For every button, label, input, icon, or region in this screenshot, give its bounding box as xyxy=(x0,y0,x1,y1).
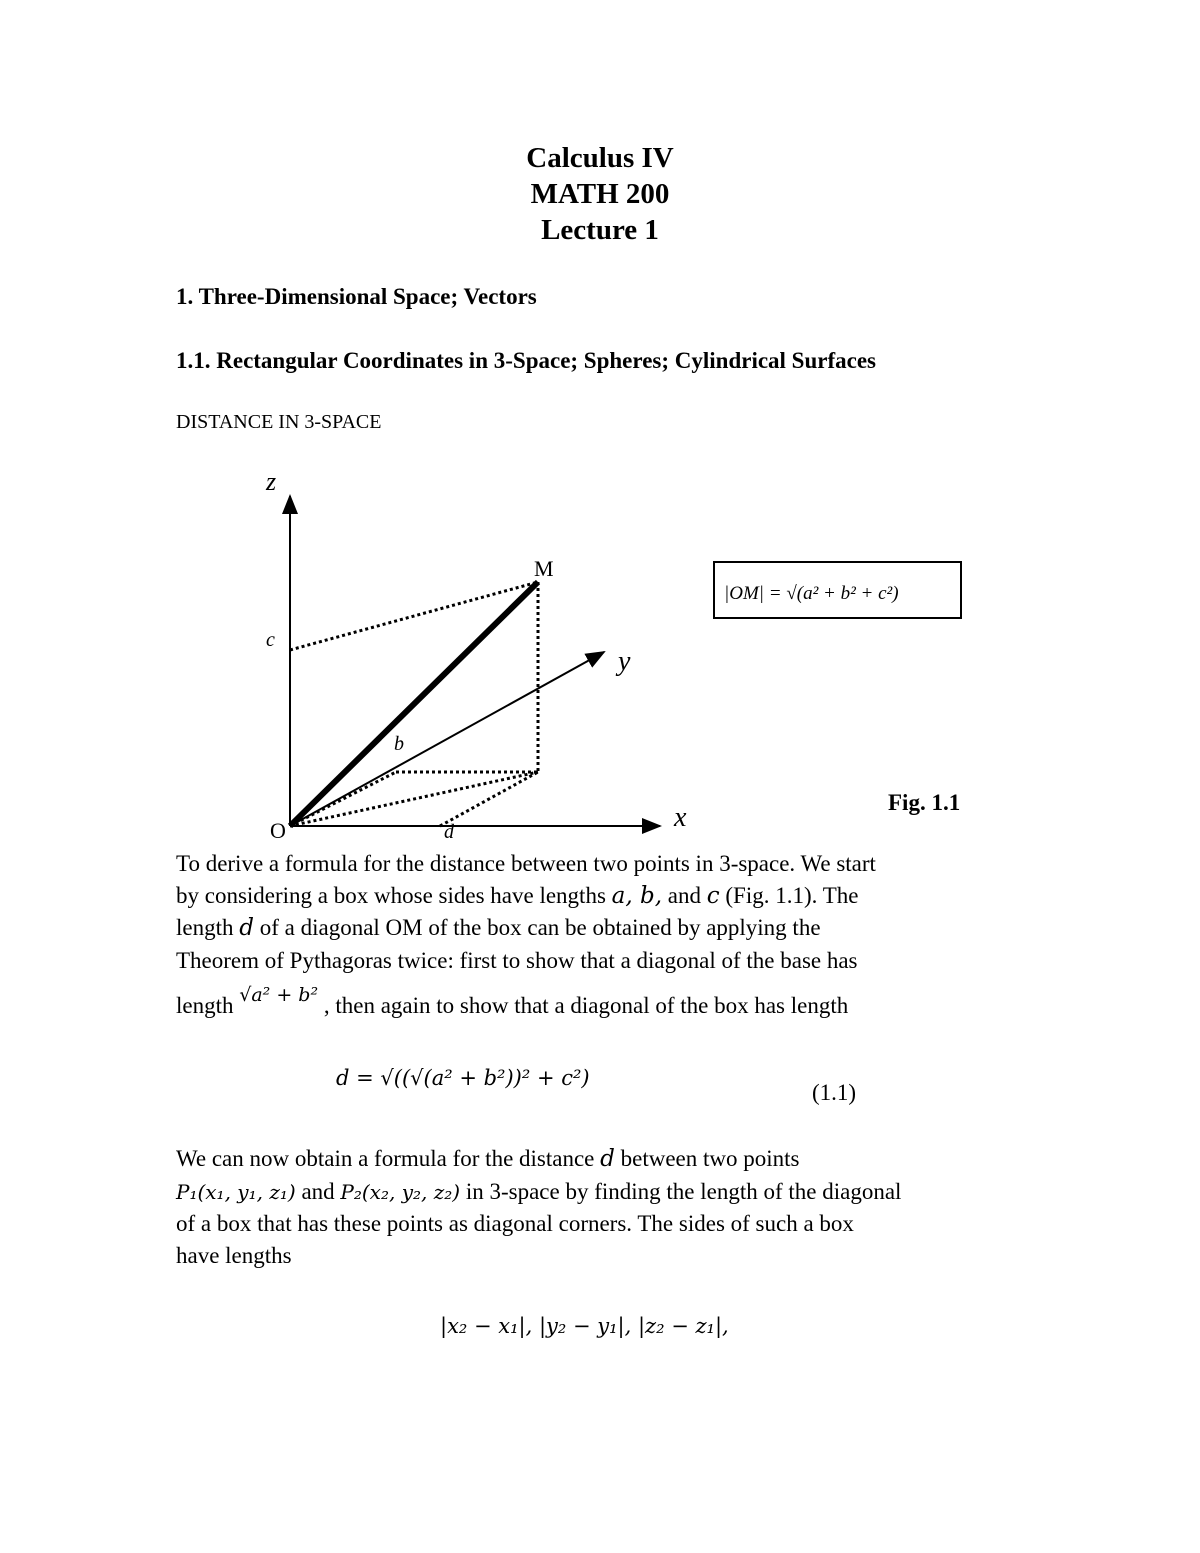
subsection-heading: 1.1. Rectangular Coordinates in 3-Space; Spheres; Cylindrical Surfaces xyxy=(176,348,876,373)
formula-box-text: |OM| = √(a² + b² + c²) xyxy=(724,583,899,604)
box-side-lengths: |x₂ − x₁|, |y₂ − y₁|, |z₂ − z₁|, xyxy=(440,1314,729,1338)
label-b: b xyxy=(394,733,404,755)
point-m-label: M xyxy=(534,556,554,581)
course-title: Calculus IV xyxy=(526,142,674,174)
axis-y-label: y xyxy=(618,646,631,677)
p1-line-2: by considering a box whose sides have lengths a, b, and c (Fig. 1.1). The xyxy=(176,882,859,909)
y-axis xyxy=(290,652,604,826)
p1-line-4: Theorem of Pythagoras twice: first to show that a diagonal of the base has xyxy=(176,947,858,973)
p1-line-1: To derive a formula for the distance between two points in 3-space. We start xyxy=(176,851,876,876)
p2-line-1: We can now obtain a formula for the distance d between two points xyxy=(176,1146,800,1172)
paragraph-2 xyxy=(176,1143,1036,1271)
course-code: MATH 200 xyxy=(530,178,670,210)
equation-number: (1.1) xyxy=(812,1080,857,1105)
paragraph-1 xyxy=(176,848,1036,1024)
p2-line-2: P₁(x₁, y₁, z₁) and P₂(x₂, y₂, z₂) in 3-space by finding the length of the diagonal xyxy=(176,1178,902,1204)
axis-x-label: x xyxy=(674,802,687,833)
origin-label: O xyxy=(270,818,286,843)
axis-z-label: z xyxy=(266,467,277,496)
p2-line-4: have lengths xyxy=(176,1242,292,1268)
p2-line-3: of a box that has these points as diagonal corners. The sides of such a box xyxy=(176,1211,854,1236)
figure-caption: Fig. 1.1 xyxy=(888,790,961,815)
label-d: d xyxy=(444,821,454,843)
lecture-number: Lecture 1 xyxy=(541,214,659,246)
topic-heading: DISTANCE IN 3-SPACE xyxy=(176,411,382,433)
equation-1-1: d = √((√(a² + b²))² + c²) xyxy=(336,1066,590,1090)
p1-line-3: length d of a diagonal OM of the box can be obtained by applying the xyxy=(176,915,821,941)
dotted-base-diagonal xyxy=(290,772,538,826)
p1-line-5: length $^{√a^2 + b^2}$ , then again to show that a diagonal of the box has length xyxy=(176,984,849,1018)
dotted-a-edge xyxy=(440,772,538,826)
diagonal-om xyxy=(290,582,538,826)
section-heading: 1. Three-Dimensional Space; Vectors xyxy=(176,284,537,309)
label-c: c xyxy=(266,629,275,651)
